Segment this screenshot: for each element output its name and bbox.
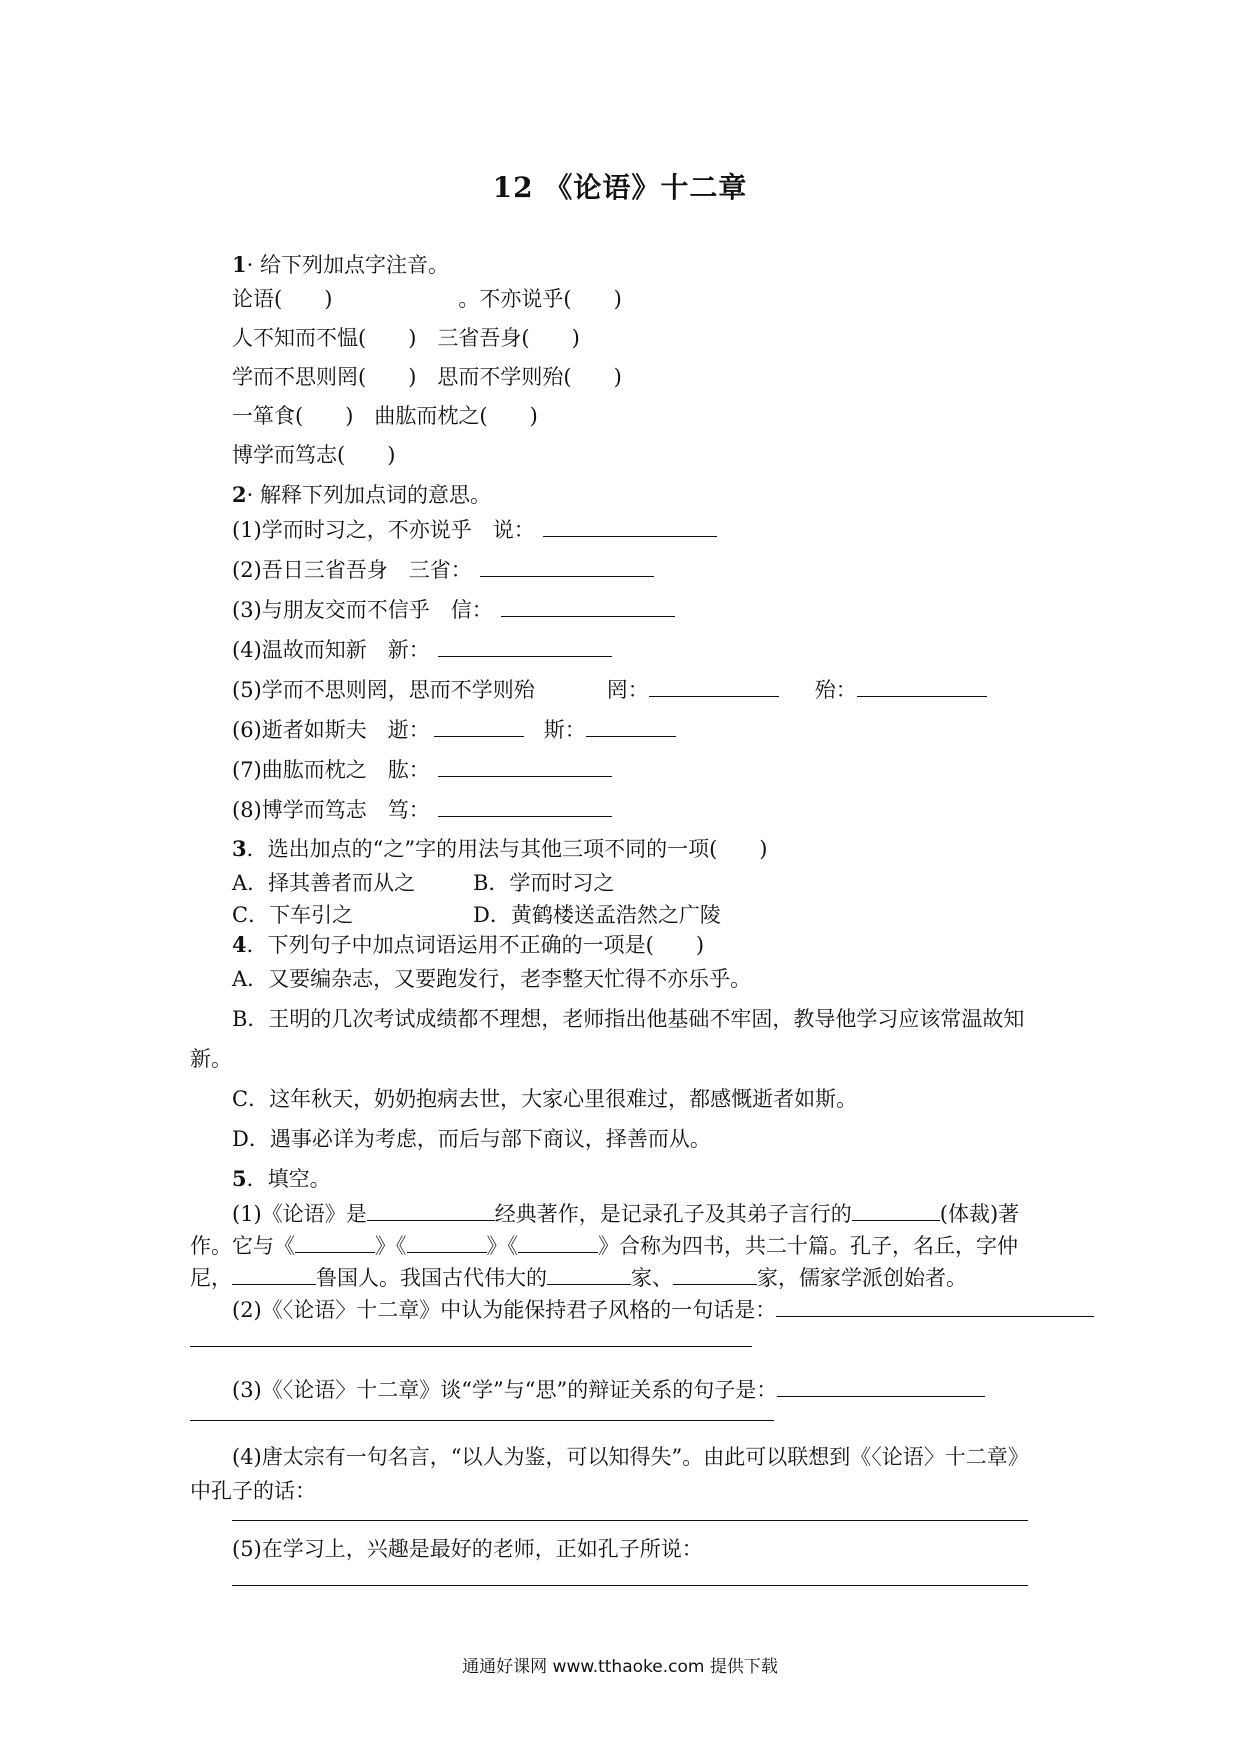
q4-option-d[interactable]: D．遇事必详为考虑，而后与部下商议，择善而从。: [232, 1127, 711, 1151]
q5-part3: [232, 1376, 985, 1403]
q1-line-2: 人不知而不愠( ) 三省吾身( ): [232, 326, 580, 350]
q4-number: 4: [232, 932, 247, 957]
answer-line[interactable]: [190, 1346, 752, 1347]
q5-p1-text-f: 》《: [486, 1234, 518, 1258]
q1-line-3: 学而不思则罔( ) 思而不学则殆( ): [232, 365, 622, 389]
q2-item-7: [232, 756, 612, 783]
q2-item-2-text: (2)吾日三省吾身 三省：: [232, 558, 472, 582]
q5-part2: [232, 1296, 1094, 1323]
q2-stem: [232, 482, 491, 508]
answer-blank[interactable]: [649, 676, 779, 697]
q2-item-6-text: (6)逝者如斯夫 逝：: [232, 718, 430, 742]
answer-blank[interactable]: [407, 1232, 487, 1253]
q2-item-6-label-2: 斯：: [543, 718, 586, 742]
answer-blank[interactable]: [776, 1296, 1094, 1317]
q1-line-4: 一箪食( ) 曲肱而枕之( ): [232, 404, 538, 428]
q2-item-5: [232, 676, 987, 703]
q2-item-5-label-1: 罔：: [606, 678, 649, 702]
q1-text: · 给下列加点字注音。: [246, 253, 449, 277]
q5-part4-line1: (4)唐太宗有一句名言，“以人为鉴，可以知得失”。由此可以联想到《〈论语〉十二章》: [232, 1445, 1029, 1469]
q5-p1-text-j: 家、: [631, 1266, 673, 1290]
answer-blank[interactable]: [232, 1264, 316, 1285]
q5-text: ．填空。: [246, 1167, 331, 1191]
answer-blank[interactable]: [852, 1200, 940, 1221]
q5-p1-text-a: (1)《论语》是: [232, 1202, 367, 1226]
q2-item-4: [232, 636, 612, 663]
q2-item-3-text: (3)与朋友交而不信乎 信：: [232, 598, 493, 622]
answer-blank[interactable]: [367, 1200, 495, 1221]
q5-p1-text-h: 尼，: [190, 1266, 232, 1290]
q5-part5: (5)在学习上，兴趣是最好的老师，正如孔子所说：: [232, 1537, 703, 1561]
answer-blank[interactable]: [586, 716, 676, 737]
q5-part1-line2: [190, 1232, 1018, 1259]
q5-part1-line1: [232, 1200, 1019, 1227]
q2-item-5-text: (5)学而不思则罔，思而不学则殆: [232, 678, 535, 702]
page-title: 12 《论语》十二章: [492, 171, 748, 204]
q5-p3-text: (3)《〈论语〉十二章》谈“学”与“思”的辩证关系的句子是：: [232, 1378, 778, 1402]
q5-part4-line2: 中孔子的话：: [190, 1479, 316, 1503]
q2-item-5-label-2: 殆：: [814, 678, 857, 702]
q5-p1-text-b: 经典著作，是记录孔子及其弟子言行的: [494, 1202, 852, 1226]
q4-option-c[interactable]: C．这年秋天，奶奶抱病去世，大家心里很难过，都感慨逝者如斯。: [232, 1087, 858, 1111]
answer-blank[interactable]: [547, 1264, 631, 1285]
q5-p1-text-k: 家，儒家学派创始者。: [757, 1266, 967, 1290]
q2-text: · 解释下列加点词的意思。: [246, 483, 491, 507]
q2-item-8: [232, 796, 612, 823]
q1-stem: [232, 252, 449, 278]
q5-stem: [232, 1166, 331, 1192]
q4-option-a[interactable]: A．又要编杂志，又要跑发行，老李整天忙得不亦乐乎。: [232, 967, 752, 991]
q5-p1-text-c: (体裁)著: [939, 1202, 1020, 1226]
answer-blank[interactable]: [518, 1232, 598, 1253]
answer-blank[interactable]: [777, 1376, 985, 1397]
answer-blank[interactable]: [673, 1264, 757, 1285]
q4-text: ．下列句子中加点词语运用不正确的一项是( ): [246, 933, 705, 957]
q3-option-a[interactable]: A．择其善者而从之: [232, 871, 416, 895]
q3-text: ．选出加点的“之”字的用法与其他三项不同的一项( ): [246, 837, 768, 861]
answer-blank[interactable]: [438, 636, 612, 657]
answer-blank[interactable]: [438, 796, 612, 817]
page-footer: 通通好课网 www.tthaoke.com 提供下载: [462, 1657, 778, 1677]
q4-stem: [232, 932, 704, 958]
q1-line-1: 论语( ) 。不亦说乎( ): [232, 287, 622, 311]
q2-item-3: [232, 596, 675, 623]
answer-blank[interactable]: [480, 556, 654, 577]
q3-option-d[interactable]: D．黄鹤楼送孟浩然之广陵: [473, 903, 721, 927]
q3-number: 3: [232, 836, 247, 861]
q2-item-1: [232, 516, 717, 543]
q1-number: 1: [232, 252, 247, 277]
q5-p1-text-i: 鲁国人。我国古代伟大的: [316, 1266, 547, 1290]
answer-line[interactable]: [190, 1420, 774, 1421]
q4-option-b[interactable]: B．王明的几次考试成绩都不理想，老师指出他基础不牢固，教导他学习应该常温故知: [232, 1007, 1025, 1031]
q2-item-6: [232, 716, 676, 743]
answer-blank[interactable]: [543, 516, 717, 537]
answer-line[interactable]: [232, 1585, 1028, 1586]
answer-blank[interactable]: [434, 716, 524, 737]
answer-blank[interactable]: [295, 1232, 375, 1253]
q3-option-b[interactable]: B．学而时习之: [473, 871, 615, 895]
q2-item-2: [232, 556, 654, 583]
q5-p1-text-d: 作。它与《: [190, 1234, 295, 1258]
answer-blank[interactable]: [438, 756, 612, 777]
answer-blank[interactable]: [857, 676, 987, 697]
q1-line-5: 博学而笃志( ): [232, 443, 396, 467]
q2-item-8-text: (8)博学而笃志 笃：: [232, 798, 430, 822]
q5-part1-line3: [190, 1264, 967, 1291]
q3-option-c[interactable]: C．下车引之: [232, 903, 354, 927]
q5-p1-text-g: 》合称为四书，共二十篇。孔子，名丘，字仲: [598, 1234, 1018, 1258]
answer-blank[interactable]: [501, 596, 675, 617]
q5-number: 5: [232, 1166, 247, 1191]
q3-stem: [232, 836, 767, 862]
answer-line[interactable]: [232, 1520, 1028, 1521]
q5-p2-text: (2)《〈论语〉十二章》中认为能保持君子风格的一句话是：: [232, 1298, 777, 1322]
q5-p1-text-e: 》《: [375, 1234, 407, 1258]
q2-item-4-text: (4)温故而知新 新：: [232, 638, 430, 662]
q2-item-7-text: (7)曲肱而枕之 肱：: [232, 758, 430, 782]
q4-option-b-cont: 新。: [190, 1047, 232, 1071]
q2-number: 2: [232, 482, 247, 507]
q2-item-1-text: (1)学而时习之，不亦说乎 说：: [232, 518, 535, 542]
